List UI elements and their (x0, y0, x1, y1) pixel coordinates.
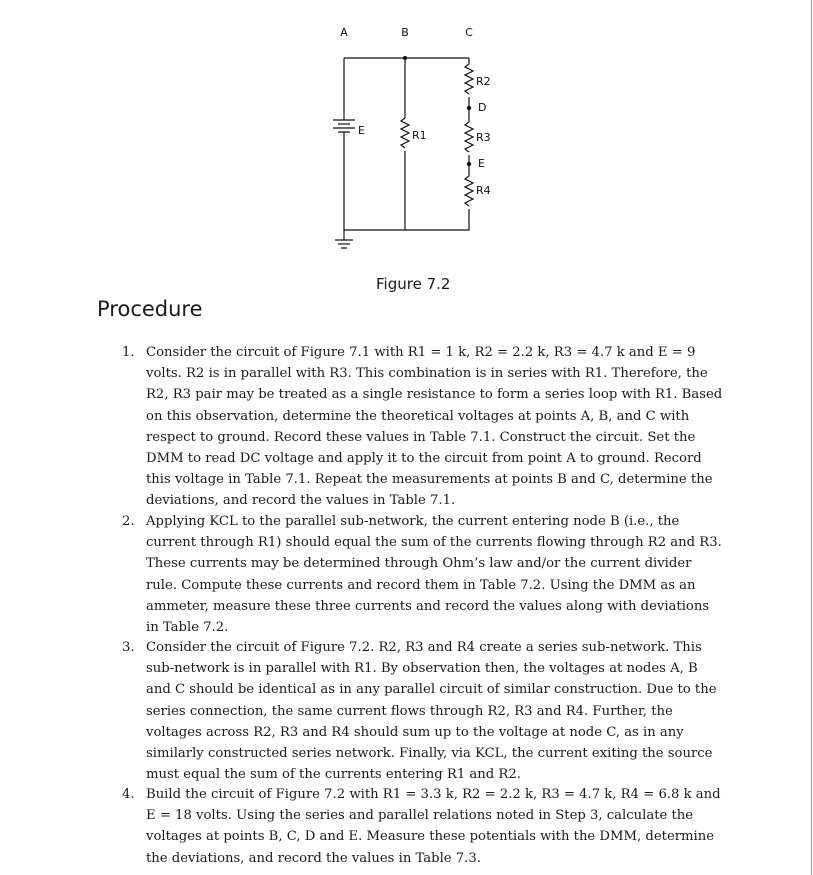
node-label-a: A (340, 26, 348, 39)
node-d-label: D (478, 101, 487, 114)
figure-caption: Figure 7.2 (376, 275, 451, 293)
step-text: Applying KCL to the parallel sub-network, the current entering node B (i.e., the current through R1) should equal the sum of the currents flowing through R2 and R3. These currents may be determined through Ohm’s law and/or the current divider rule. Compute these currents and record them in Table 7.2. Using the DMM as an ammeter, measure these three currents and record the values along with deviations in Table 7.2. (146, 514, 722, 636)
step-number: 1. (122, 345, 135, 360)
r1-resistor (401, 118, 409, 148)
step-number: 3. (122, 640, 135, 655)
node-label-b: B (401, 26, 409, 39)
source-label: E (358, 124, 365, 137)
node-e-label: E (478, 157, 485, 170)
battery-symbol (333, 120, 355, 132)
r1-label: R1 (412, 129, 427, 142)
step-text: Consider the circuit of Figure 7.2. R2, R3 and R4 create a series sub-network. This sub-network is in parallel with R1. By observation then, the voltages at nodes A, B and C should be identical as in any parallel circuit of similar construction. Due to the series connection, the same current flows through R2, R3 and R4. Further, the voltages across R2, R3 and R4 should sum up to the voltage at node C, as in any similarly constructed series network. Finally, via KCL, the current exiting the source must equal the sum of the currents entering R1 and R2. (146, 640, 717, 783)
r3-resistor (465, 122, 473, 152)
r3-label: R3 (476, 131, 491, 144)
c-wire-bottom (405, 209, 469, 230)
procedure-step (122, 342, 726, 512)
node-label-c: C (465, 26, 473, 39)
r1-wire-bottom (344, 151, 405, 230)
r2-label: R2 (476, 75, 491, 88)
section-heading: Procedure (97, 297, 203, 321)
circuit-diagram (300, 20, 530, 265)
procedure-step (122, 784, 726, 869)
procedure-step (122, 637, 726, 785)
node-e-dot (467, 162, 471, 166)
page-edge-rule (811, 0, 812, 875)
step-number: 2. (122, 514, 135, 529)
step-number: 4. (122, 787, 135, 802)
ground-symbol (335, 240, 353, 248)
procedure-step (122, 511, 726, 638)
node-d-dot (467, 106, 471, 110)
r4-label: R4 (476, 184, 491, 197)
step-text: Build the circuit of Figure 7.2 with R1 = 3.3 k, R2 = 2.2 k, R3 = 4.7 k, R4 = 6.8 k and E = 18 volts. Using the series and parallel relations noted in Step 3, calculate the voltages at points B, C, D and E. Measure these potentials with the DMM, determine the deviations, and record the values in Table 7.3. (146, 787, 721, 866)
r2-resistor (465, 64, 473, 94)
r4-resistor (465, 176, 473, 206)
step-text: Consider the circuit of Figure 7.1 with R1 = 1 k, R2 = 2.2 k, R3 = 4.7 k and E = 9 volts. R2 is in parallel with R3. This combination is in series with R1. Therefore, the R2, R3 pair may be treated as a single resistance to form a series loop with R1. Based on this observation, determine the theoretical voltages at points A, B, and C with respect to ground. Record these values in Table 7.1. Construct the circuit. Set the DMM to read DC voltage and apply it to the circuit from point A to ground. Record this voltage in Table 7.1. Repeat the measurements at points B and C, determine the deviations, and record the values in Table 7.1. (146, 345, 723, 509)
